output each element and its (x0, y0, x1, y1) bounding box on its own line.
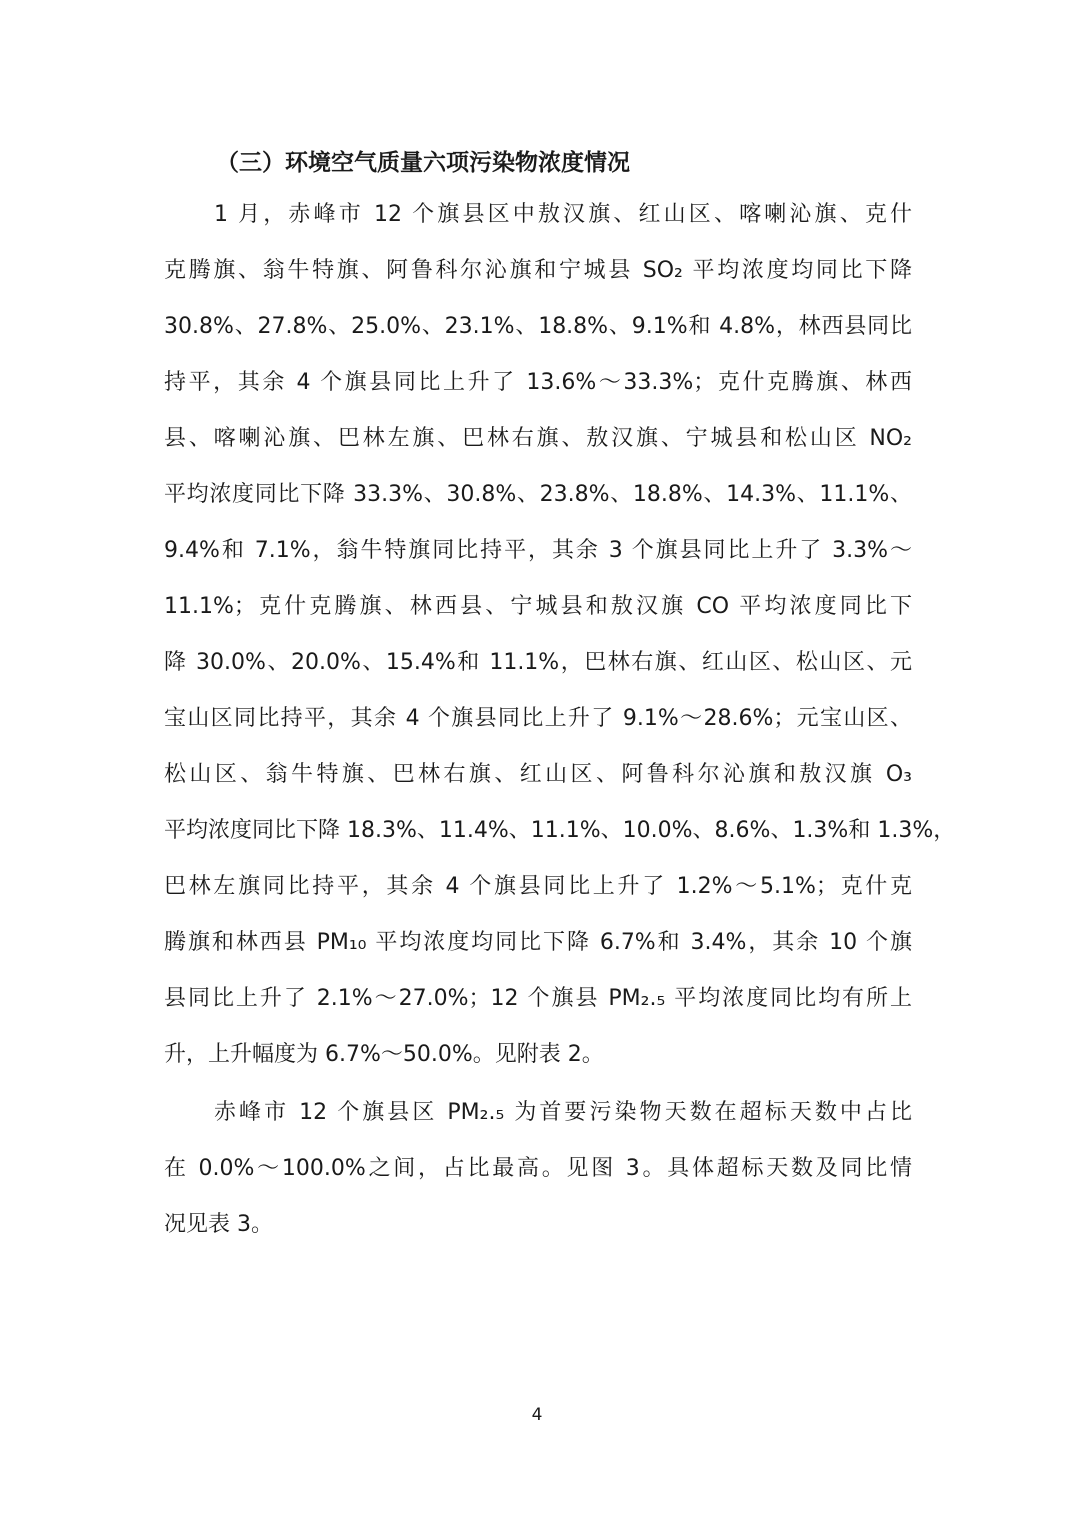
paragraph-line: 降 30.0%、20.0%、15.4%和 11.1%，巴林右旗、红山区、松山区、元 (164, 650, 912, 675)
paragraph-line: 县同比上升了 2.1%～27.0%；12 个旗县 PM₂.₅ 平均浓度同比均有所上 (164, 986, 912, 1011)
section-title: （三）环境空气质量六项污染物浓度情况 (216, 150, 630, 176)
paragraph-line: 9.4%和 7.1%，翁牛特旗同比持平，其余 3 个旗县同比上升了 3.3%～ (164, 538, 912, 563)
paragraph-line: 宝山区同比持平，其余 4 个旗县同比上升了 9.1%～28.6%；元宝山区、 (164, 706, 912, 731)
paragraph-line: 升，上升幅度为 6.7%～50.0%。见附表 2。 (164, 1042, 604, 1067)
paragraph-line: 赤峰市 12 个旗县区 PM₂.₅ 为首要污染物天数在超标天数中占比 (214, 1100, 912, 1125)
paragraph-line: 平均浓度同比下降 33.3%、30.8%、23.8%、18.8%、14.3%、11.1%、 (164, 482, 912, 507)
paragraph-line: 松山区、翁牛特旗、巴林右旗、红山区、阿鲁科尔沁旗和敖汉旗 O₃ (164, 762, 912, 787)
page-number: 4 (531, 1405, 543, 1425)
paragraph-line: 腾旗和林西县 PM₁₀ 平均浓度均同比下降 6.7%和 3.4%，其余 10 个旗 (164, 930, 912, 955)
paragraph-line: 持平，其余 4 个旗县同比上升了 13.6%～33.3%；克什克腾旗、林西 (164, 370, 912, 395)
paragraph-line: 30.8%、27.8%、25.0%、23.1%、18.8%、9.1%和 4.8%，林西县同比 (164, 314, 912, 339)
paragraph-line: 克腾旗、翁牛特旗、阿鲁科尔沁旗和宁城县 SO₂ 平均浓度均同比下降 (164, 258, 912, 283)
paragraph-line: 平均浓度同比下降 18.3%、11.4%、11.1%、10.0%、8.6%、1.3%和 1.3%， (164, 818, 956, 843)
paragraph-line: 11.1%；克什克腾旗、林西县、宁城县和敖汉旗 CO 平均浓度同比下 (164, 594, 912, 619)
paragraph-line: 1 月，赤峰市 12 个旗县区中敖汉旗、红山区、喀喇沁旗、克什 (214, 202, 912, 227)
paragraph-line: 况见表 3。 (164, 1212, 273, 1237)
paragraph-line: 县、喀喇沁旗、巴林左旗、巴林右旗、敖汉旗、宁城县和松山区 NO₂ (164, 426, 912, 451)
paragraph-line: 巴林左旗同比持平，其余 4 个旗县同比上升了 1.2%～5.1%；克什克 (164, 874, 912, 899)
paragraph-line: 在 0.0%～100.0%之间，占比最高。见图 3。具体超标天数及同比情 (164, 1156, 912, 1181)
